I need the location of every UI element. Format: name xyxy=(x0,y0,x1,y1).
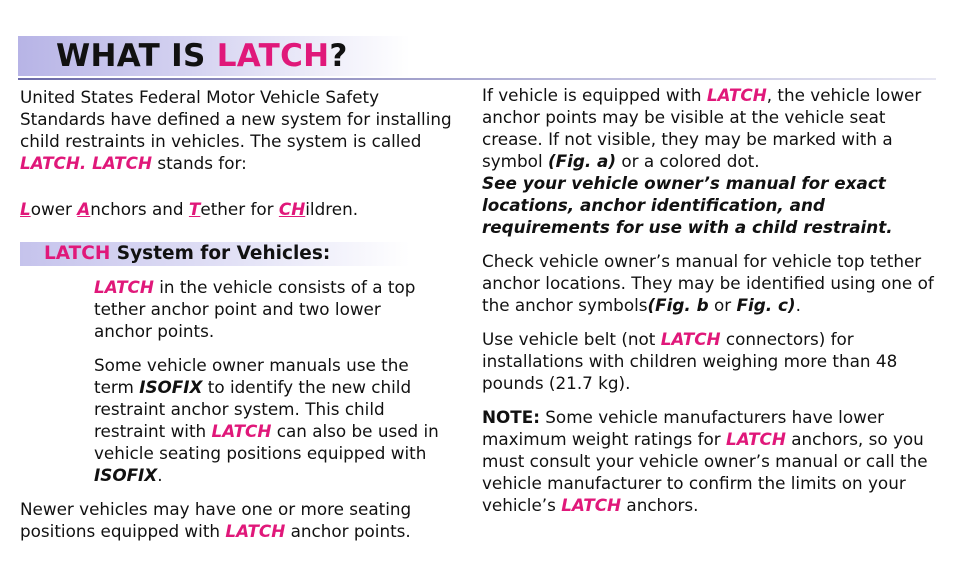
lower-anchor-paragraph: If vehicle is equipped with LATCH, the vehicle lower anchor points may be visible at the vehicle seat crease. If not visible, they may be marked with a symbol (Fig. a) or a colored dot. xyxy=(482,85,922,171)
title-divider xyxy=(18,78,936,80)
acronym-line: Lower Anchors and Tether for CHildren. xyxy=(20,199,359,219)
latch-components-paragraph: LATCH in the vehicle consists of a top tether anchor point and two lower anchor points. xyxy=(94,277,416,341)
right-column xyxy=(482,84,938,516)
vehicle-belt-paragraph: Use vehicle belt (not LATCH connectors) for installations with children weighing more than 48 pounds (21.7 kg). xyxy=(482,329,898,393)
title-accent: LATCH xyxy=(216,38,330,74)
isofix-paragraph: Some vehicle owner manuals use the term ISOFIX to identify the new child restraint anchor system. This child restraint with LATCH can also be used in vehicle seating positions equipped with ISOFIX. xyxy=(94,355,439,485)
left-column xyxy=(20,86,460,174)
newer-vehicles-paragraph: Newer vehicles may have one or more seating positions equipped with LATCH anchor points. xyxy=(20,499,412,541)
tether-anchor-paragraph: Check vehicle owner’s manual for vehicle top tether anchor locations. They may be identified using one of the anchor symbols(Fig. b or Fig. c). xyxy=(482,251,934,315)
section-subhead: LATCH System for Vehicles: xyxy=(44,243,331,264)
owner-manual-warning: See your vehicle owner’s manual for exact locations, anchor identification, and requirements for use with a child restraint. xyxy=(482,173,893,237)
note-label: NOTE: xyxy=(482,407,540,427)
intro-paragraph: United States Federal Motor Vehicle Safety Standards have defined a new system for installing child restraints in vehicles. The system is called LATCH. LATCH stands for: xyxy=(20,87,452,173)
note-paragraph: NOTE: Some vehicle manufacturers have lower maximum weight ratings for LATCH anchors, so you must consult your vehicle owner’s manual or call the vehicle manufacturer to confirm the limits on your vehicle’s LATCH anchors. xyxy=(482,407,928,515)
page-title: WHAT IS LATCH? xyxy=(56,38,348,74)
